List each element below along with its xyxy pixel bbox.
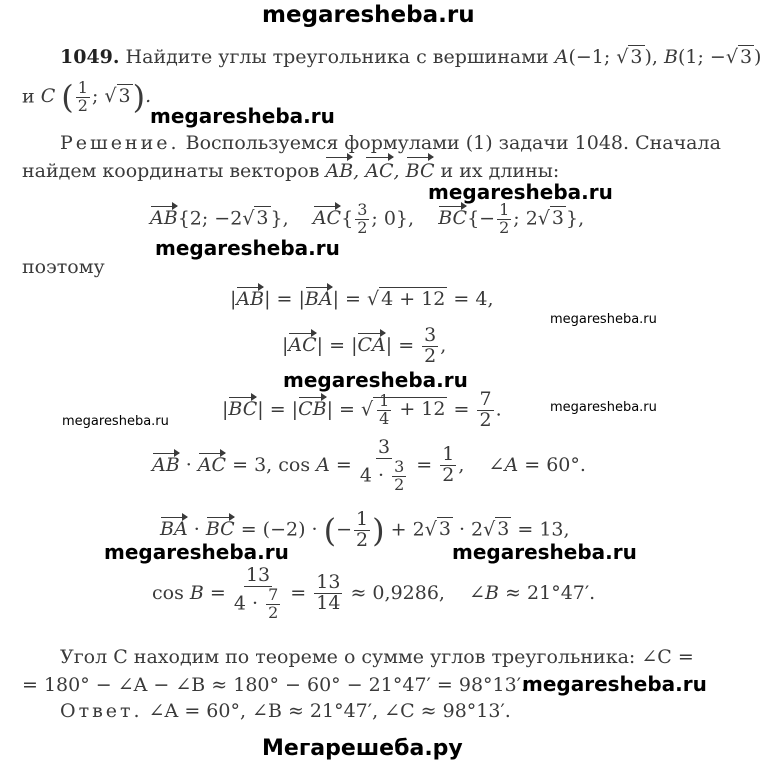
angle-a-calc: AB · AC = 3, cos A = 3 4 · $\frac{3}{2}$ = $\frac{1}{2}$ , ∠A = 60°. <box>152 436 586 494</box>
problem-number: 1049. <box>60 46 120 68</box>
watermark-top: megaresheba.ru <box>262 2 475 28</box>
answer-label: Ответ. <box>60 700 143 722</box>
watermark-2: megaresheba.ru <box>428 180 613 204</box>
vertex-c: C ( $\frac{1}{2}$ ; √ 3). <box>40 78 152 117</box>
solution-text-2-end: и их длины: <box>440 160 560 182</box>
watermark-6: megaresheba.ru <box>62 414 169 429</box>
conclusion-line-2: = 180° − ∠A − ∠B ≈ 180° − 60° − 21°47′ = 98°13′. <box>22 674 528 696</box>
angle-b-calc: cos B = 13 4 · $\frac{7}{2}$ = $\frac{13}{14}$ ≈ 0,9286, ∠B ≈ 21°47′. <box>152 564 596 622</box>
solution-label: Решение. <box>60 132 180 154</box>
answer-text: ∠A = 60°, ∠B ≈ 21°47′, ∠C ≈ 98°13′. <box>148 700 511 722</box>
watermark-4: megaresheba.ru <box>550 312 657 327</box>
watermark-1: megaresheba.ru <box>150 104 335 128</box>
footer-site-name: Мегарешеба.ру <box>262 736 463 761</box>
watermark-7: megaresheba.ru <box>550 400 657 415</box>
problem-statement: Найдите углы треугольника с вершинами <box>125 46 549 68</box>
length-ac: |AC| = |CA| = $\frac{3}{2}$ , <box>282 324 447 367</box>
watermark-10: megaresheba.ru <box>522 672 707 696</box>
vertex-b: B(1; −√ 3 ) <box>664 46 761 68</box>
watermark-9: megaresheba.ru <box>452 540 637 564</box>
watermark-5: megaresheba.ru <box>283 368 468 392</box>
solution-line-2: найдем координаты векторов AB, AC, BC и их длины: <box>22 160 560 182</box>
problem-line-2 <box>22 80 151 115</box>
length-bc: |BC| = |CB| = √ $\frac{1}{4}$ + 12 = $\frac{7}{2}$ . <box>222 388 502 431</box>
solution-text-1: Воспользуемся формулами (1) задачи 1048. Сначала <box>185 132 721 154</box>
length-ab: |AB| = |BA| = √ 4 + 12 = 4, <box>230 288 494 310</box>
therefore-word: поэтому <box>22 256 105 278</box>
solution-text-2: найдем координаты векторов <box>22 160 320 182</box>
dot-product-ba-bc: BA · BC = (−2) · (− $\frac{1}{2}$ ) + 2√ 3 · 2√ 3 = 13, <box>160 508 570 551</box>
answer-line <box>60 698 511 724</box>
problem-line-1 <box>60 44 761 70</box>
and-word: и <box>22 85 35 108</box>
watermark-3: megaresheba.ru <box>155 236 340 260</box>
watermark-8: megaresheba.ru <box>104 540 289 564</box>
vertex-a: A(−1; √ 3 ), <box>554 46 658 68</box>
conclusion-line-1: Угол C находим по теореме о сумме углов треугольника: ∠C = <box>60 646 694 668</box>
vector-coordinates: AB{2; −2√ 3 }, AC{ $\frac{3}{2}$ ; 0}, BC{− $\frac{1}{2}$ ; 2√ 3 }, <box>150 200 585 237</box>
